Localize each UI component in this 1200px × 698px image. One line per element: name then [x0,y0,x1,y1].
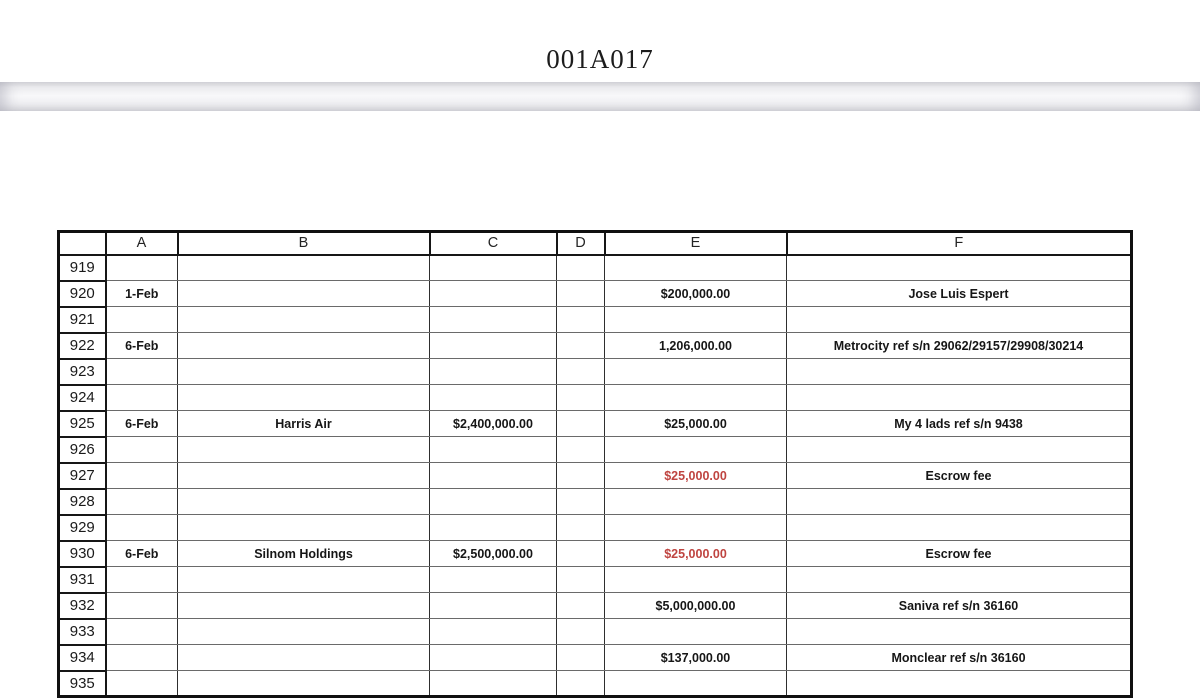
page-title: 001A017 [546,44,654,74]
cell-E931 [605,567,787,593]
table-row-928 [59,489,1132,515]
cell-A933 [106,619,178,645]
cell-A931 [106,567,178,593]
spreadsheet-scan [57,230,1136,692]
cell-D934 [557,645,605,671]
cell-B935 [178,671,430,697]
cell-E924 [605,385,787,411]
cell-B929 [178,515,430,541]
cell-C921 [430,307,557,333]
column-header-C: C [430,232,557,255]
cell-A920: 1-Feb [106,281,178,307]
cell-B930: Silnom Holdings [178,541,430,567]
cell-C930: $2,500,000.00 [430,541,557,567]
row-number-924: 924 [59,385,106,411]
row-number-926: 926 [59,437,106,463]
cell-E920: $200,000.00 [605,281,787,307]
cell-B925: Harris Air [178,411,430,437]
cell-F927: Escrow fee [787,463,1132,489]
cell-D921 [557,307,605,333]
cell-D926 [557,437,605,463]
cell-F920: Jose Luis Espert [787,281,1132,307]
cell-C924 [430,385,557,411]
sheet-table [57,230,1133,698]
cell-A922: 6-Feb [106,333,178,359]
cell-A932 [106,593,178,619]
cell-B919 [178,255,430,281]
cell-D928 [557,489,605,515]
cell-A924 [106,385,178,411]
cell-B933 [178,619,430,645]
cell-E928 [605,489,787,515]
cell-C922 [430,333,557,359]
cell-E921 [605,307,787,333]
table-row-919 [59,255,1132,281]
cell-B928 [178,489,430,515]
row-number-925: 925 [59,411,106,437]
cell-E923 [605,359,787,385]
table-row-934 [59,645,1132,671]
cell-E932: $5,000,000.00 [605,593,787,619]
cell-F921 [787,307,1132,333]
cell-D932 [557,593,605,619]
cell-F919 [787,255,1132,281]
row-number-933: 933 [59,619,106,645]
cell-A925: 6-Feb [106,411,178,437]
cell-C931 [430,567,557,593]
cell-C927 [430,463,557,489]
cell-C920 [430,281,557,307]
cell-C919 [430,255,557,281]
cell-E926 [605,437,787,463]
cell-E929 [605,515,787,541]
table-row-921 [59,307,1132,333]
corner-cell [59,232,106,255]
cell-F925: My 4 lads ref s/n 9438 [787,411,1132,437]
table-row-927 [59,463,1132,489]
row-number-930: 930 [59,541,106,567]
cell-F928 [787,489,1132,515]
cell-A926 [106,437,178,463]
cell-B923 [178,359,430,385]
cell-B926 [178,437,430,463]
row-number-920: 920 [59,281,106,307]
cell-F924 [787,385,1132,411]
cell-F930: Escrow fee [787,541,1132,567]
cell-B931 [178,567,430,593]
cell-A927 [106,463,178,489]
table-row-929 [59,515,1132,541]
cell-D922 [557,333,605,359]
cell-C935 [430,671,557,697]
cell-D919 [557,255,605,281]
row-number-919: 919 [59,255,106,281]
table-row-924 [59,385,1132,411]
column-header-B: B [178,232,430,255]
cell-B920 [178,281,430,307]
cell-D935 [557,671,605,697]
table-row-932 [59,593,1132,619]
column-header-D: D [557,232,605,255]
cell-F922: Metrocity ref s/n 29062/29157/29908/30214 [787,333,1132,359]
cell-C923 [430,359,557,385]
cell-B934 [178,645,430,671]
row-number-923: 923 [59,359,106,385]
cell-C932 [430,593,557,619]
cell-D927 [557,463,605,489]
table-row-933 [59,619,1132,645]
sheet-body [59,255,1132,697]
cell-D930 [557,541,605,567]
column-header-F: F [787,232,1132,255]
row-number-931: 931 [59,567,106,593]
cell-E925: $25,000.00 [605,411,787,437]
cell-C925: $2,400,000.00 [430,411,557,437]
cell-C934 [430,645,557,671]
header-row [59,232,1132,255]
cell-A923 [106,359,178,385]
cell-F932: Saniva ref s/n 36160 [787,593,1132,619]
table-row-923 [59,359,1132,385]
page-divider-bar [0,82,1200,111]
cell-A921 [106,307,178,333]
cell-B921 [178,307,430,333]
cell-F926 [787,437,1132,463]
table-row-922 [59,333,1132,359]
row-number-934: 934 [59,645,106,671]
cell-C928 [430,489,557,515]
cell-A935 [106,671,178,697]
cell-F929 [787,515,1132,541]
cell-A930: 6-Feb [106,541,178,567]
table-row-925 [59,411,1132,437]
cell-B922 [178,333,430,359]
cell-B927 [178,463,430,489]
cell-E927: $25,000.00 [605,463,787,489]
cell-C929 [430,515,557,541]
cell-A919 [106,255,178,281]
cell-D925 [557,411,605,437]
column-header-E: E [605,232,787,255]
cell-F923 [787,359,1132,385]
cell-C926 [430,437,557,463]
cell-E935 [605,671,787,697]
cell-D923 [557,359,605,385]
cell-A929 [106,515,178,541]
row-number-935: 935 [59,671,106,697]
row-number-932: 932 [59,593,106,619]
table-row-926 [59,437,1132,463]
cell-F934: Monclear ref s/n 36160 [787,645,1132,671]
table-row-935 [59,671,1132,697]
cell-E930: $25,000.00 [605,541,787,567]
cell-C933 [430,619,557,645]
cell-D931 [557,567,605,593]
cell-E922: 1,206,000.00 [605,333,787,359]
table-row-920 [59,281,1132,307]
row-number-921: 921 [59,307,106,333]
table-row-931 [59,567,1132,593]
column-header-A: A [106,232,178,255]
cell-B932 [178,593,430,619]
row-number-927: 927 [59,463,106,489]
cell-B924 [178,385,430,411]
cell-F933 [787,619,1132,645]
cell-A934 [106,645,178,671]
cell-E919 [605,255,787,281]
cell-E934: $137,000.00 [605,645,787,671]
cell-F935 [787,671,1132,697]
cell-D933 [557,619,605,645]
table-row-930 [59,541,1132,567]
row-number-928: 928 [59,489,106,515]
row-number-929: 929 [59,515,106,541]
cell-D924 [557,385,605,411]
cell-E933 [605,619,787,645]
cell-F931 [787,567,1132,593]
row-number-922: 922 [59,333,106,359]
cell-D920 [557,281,605,307]
cell-D929 [557,515,605,541]
cell-A928 [106,489,178,515]
